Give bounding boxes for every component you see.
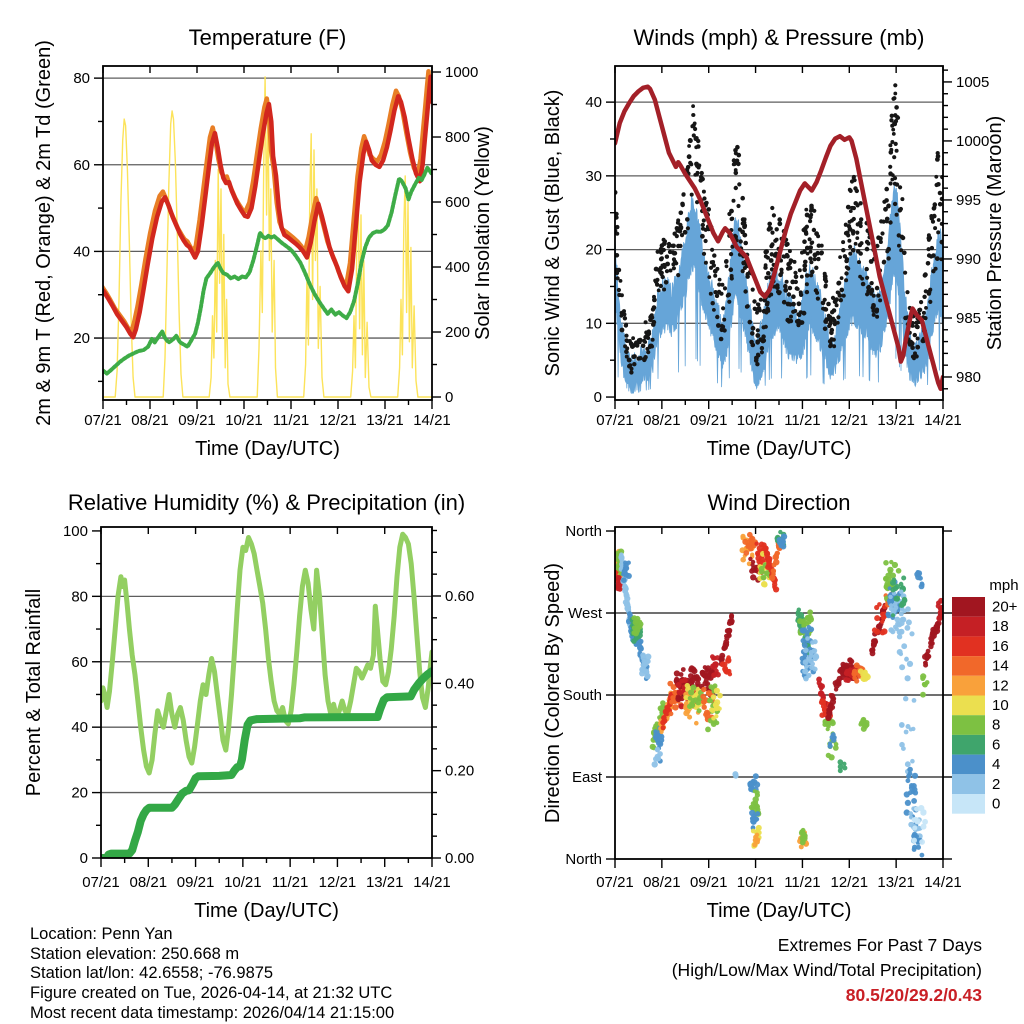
colorbar-label: 18 xyxy=(992,618,1009,636)
tr-left-axis-label: Sonic Wind & Gust (Blue, Black) xyxy=(542,89,564,377)
bl-y-tick-label: 40 xyxy=(71,719,88,737)
colorbar-label: 8 xyxy=(992,716,1001,734)
br-x-tick-label: 07/21 xyxy=(596,874,634,891)
tr-x-tick-label: 09/21 xyxy=(689,412,728,429)
tr-x-tick-label: 14/21 xyxy=(924,412,962,429)
tl-y-tick-label: 1000 xyxy=(445,64,479,82)
speed-colorbar xyxy=(952,577,1019,814)
bl-y-tick-label: 60 xyxy=(71,653,88,671)
bl-x-tick-label: 14/21 xyxy=(413,874,451,891)
tl-x-tick-label: 13/21 xyxy=(366,412,404,429)
colorbar-swatch xyxy=(952,774,985,794)
most-recent-data-timestamp: Most recent data timestamp: 2026/04/14 21:15:00 xyxy=(30,1003,395,1022)
tr-y-tick-label: 10 xyxy=(585,315,602,333)
br-x-tick-label: 10/21 xyxy=(736,874,775,891)
bl-title: Relative Humidity (%) & Precipitation (in) xyxy=(67,490,466,515)
station-location: Location: Penn Yan xyxy=(30,925,173,943)
tl-y-tick-label: 600 xyxy=(445,194,471,212)
tr-y-tick-label: 0 xyxy=(593,389,602,407)
colorbar-swatch xyxy=(952,735,985,755)
colorbar-label: 0 xyxy=(992,795,1001,813)
colorbar-swatch xyxy=(952,696,985,716)
tr-y-tick-label: 985 xyxy=(956,309,982,327)
bl-y-tick-label: 0.20 xyxy=(445,762,475,780)
colorbar-swatch xyxy=(952,715,985,735)
tr-right-axis-label: Station Pressure (Maroon) xyxy=(984,115,1006,351)
br-x-axis-label: Time (Day/UTC) xyxy=(706,900,852,922)
colorbar-swatch xyxy=(952,676,985,696)
tr-y-tick-label: 1005 xyxy=(956,73,990,91)
tr-y-tick-label: 40 xyxy=(585,94,602,112)
br-x-tick-label: 14/21 xyxy=(924,874,962,891)
bl-plot-area xyxy=(101,534,432,858)
station-info xyxy=(30,925,394,1024)
tr-x-tick-label: 13/21 xyxy=(877,412,915,429)
colorbar-swatch xyxy=(952,755,985,775)
br-x-tick-label: 12/21 xyxy=(830,874,869,891)
br-y-tick-label: West xyxy=(568,605,602,623)
colorbar-label: 6 xyxy=(992,736,1001,754)
tl-x-tick-label: 09/21 xyxy=(178,412,216,429)
tl-y-tick-label: 60 xyxy=(73,156,90,174)
bl-y-tick-label: 20 xyxy=(71,784,88,802)
br-title: Wind Direction xyxy=(707,490,851,515)
extremes-summary xyxy=(672,933,982,1008)
colorbar-swatch xyxy=(952,636,985,656)
extremes-subtitle: (High/Low/Max Wind/Total Precipitation) xyxy=(671,960,982,980)
tl-right-axis-label: Solar Insolation (Yellow) xyxy=(472,126,494,340)
colorbar-label: 20+ xyxy=(992,598,1018,616)
colorbar-swatch xyxy=(952,656,985,676)
tl-x-tick-label: 10/21 xyxy=(225,412,263,429)
colorbar-label: 2 xyxy=(992,775,1001,793)
tr-y-tick-label: 995 xyxy=(956,191,982,209)
tl-y-tick-label: 0 xyxy=(445,389,454,407)
tl-x-tick-label: 14/21 xyxy=(413,412,451,429)
extremes-values: 80.5/20/29.2/0.43 xyxy=(845,985,982,1005)
br-y-tick-label: South xyxy=(562,687,602,705)
tl-title: Temperature (F) xyxy=(188,25,347,50)
tr-y-tick-label: 1000 xyxy=(956,132,990,150)
colorbar-label: 4 xyxy=(992,756,1001,774)
tr-x-tick-label: 12/21 xyxy=(830,412,869,429)
tr-x-axis-label: Time (Day/UTC) xyxy=(706,438,852,460)
br-x-tick-label: 09/21 xyxy=(689,874,728,891)
tl-x-axis-label: Time (Day/UTC) xyxy=(195,438,340,460)
bl-y-tick-label: 80 xyxy=(71,588,88,606)
tl-x-tick-label: 12/21 xyxy=(319,412,357,429)
tr-plot-area xyxy=(613,83,945,393)
tr-title: Winds (mph) & Pressure (mb) xyxy=(633,25,925,50)
figure-created-timestamp: Figure created on Tue, 2026-04-14, at 21:32 UTC xyxy=(30,984,393,1003)
bl-x-tick-label: 08/21 xyxy=(129,874,168,891)
bl-y-tick-label: 0.00 xyxy=(445,850,475,867)
bl-y-tick-label: 0.60 xyxy=(445,587,475,605)
bl-x-tick-label: 13/21 xyxy=(365,874,404,891)
tl-x-tick-label: 11/21 xyxy=(272,412,310,429)
tl-y-tick-label: 80 xyxy=(73,70,90,88)
colorbar-label: 16 xyxy=(992,637,1009,655)
colorbar-label: 12 xyxy=(992,677,1009,695)
br-plot-area xyxy=(612,530,946,858)
station-elevation: Station elevation: 250.668 m xyxy=(30,944,240,963)
br-x-tick-label: 13/21 xyxy=(877,874,915,891)
bl-x-tick-label: 11/21 xyxy=(271,874,309,891)
tr-y-tick-label: 980 xyxy=(956,368,982,386)
tl-y-tick-label: 200 xyxy=(445,324,471,342)
tr-x-tick-label: 11/21 xyxy=(784,412,821,429)
br-y-tick-label: North xyxy=(565,851,602,868)
extremes-title: Extremes For Past 7 Days xyxy=(777,935,982,955)
tr-x-tick-label: 07/21 xyxy=(596,412,634,429)
tr-x-tick-label: 08/21 xyxy=(643,412,681,429)
colorbar-swatch xyxy=(952,794,985,814)
tr-y-tick-label: 20 xyxy=(585,241,602,259)
br-left-axis-label: Direction (Colored By Speed) xyxy=(542,562,564,824)
br-x-tick-label: 11/21 xyxy=(784,874,821,891)
bl-x-tick-label: 10/21 xyxy=(224,874,262,891)
bl-y-tick-label: 0.40 xyxy=(445,675,475,693)
tl-y-tick-label: 40 xyxy=(73,243,90,261)
station-latlon: Station lat/lon: 42.6558; -76.9875 xyxy=(30,964,274,983)
tl-x-tick-label: 08/21 xyxy=(131,412,169,429)
tl-left-axis-label: 2m & 9m T (Red, Orange) & 2m Td (Green) xyxy=(33,40,55,426)
br-y-tick-label: North xyxy=(565,523,602,541)
tr-y-tick-label: 30 xyxy=(585,167,602,185)
bl-left-axis-label: Percent & Total Rainfall xyxy=(23,588,45,797)
bl-x-tick-label: 07/21 xyxy=(82,874,120,891)
tl-y-tick-label: 400 xyxy=(445,259,471,277)
tr-y-tick-label: 990 xyxy=(956,250,982,268)
bl-x-tick-label: 12/21 xyxy=(318,874,357,891)
bl-y-tick-label: 0 xyxy=(79,850,88,867)
tl-y-tick-label: 800 xyxy=(445,129,471,147)
bl-x-tick-label: 09/21 xyxy=(176,874,215,891)
br-x-tick-label: 08/21 xyxy=(643,874,681,891)
series-2m-temperature-red xyxy=(103,77,432,337)
tl-x-tick-label: 07/21 xyxy=(84,412,122,429)
tl-y-tick-label: 20 xyxy=(73,330,90,348)
colorbar-swatch xyxy=(952,597,985,617)
colorbar-title: mph xyxy=(989,577,1019,594)
series-relative-humidity-light-green xyxy=(101,534,432,773)
bl-x-axis-label: Time (Day/UTC) xyxy=(194,900,339,922)
colorbar-label: 14 xyxy=(992,657,1009,675)
br-ticks xyxy=(606,527,952,868)
tr-x-tick-label: 10/21 xyxy=(736,412,775,429)
bl-y-tick-label: 100 xyxy=(62,522,88,540)
br-y-tick-label: East xyxy=(571,769,602,787)
tl-plot-area xyxy=(101,71,432,397)
colorbar-swatch xyxy=(952,617,985,637)
series-wind-direction-samples xyxy=(612,530,946,858)
colorbar-label: 10 xyxy=(992,697,1009,714)
